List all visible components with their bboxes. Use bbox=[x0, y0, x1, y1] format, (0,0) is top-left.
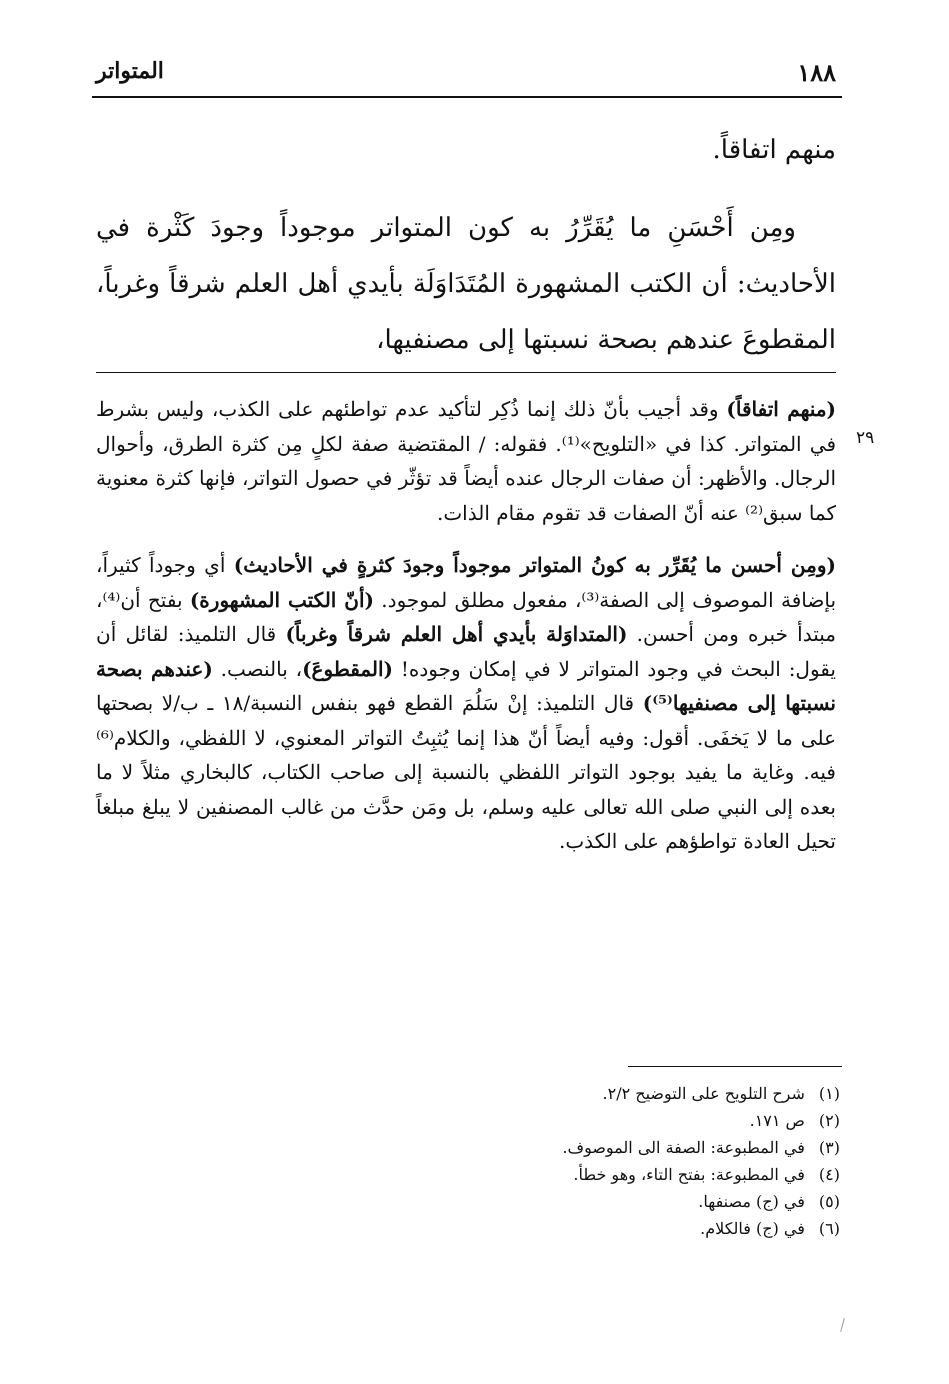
commentary-span: وقد أجيب بأنّ ذلك إنما ذُكِر لتأكيد عدم تواطئهم على الكذب، وليس بشرط في المتواتر. كذا في «التلويح»⁽¹⁾. فقوله: / المقتضية صفة لكلٍ مِن كثرة الطرق، وأحوال الرجال. والأظهر: أن صفات الرجال عنده أيضاً قد تؤثّر في حصول التواتر، فإنها كثرة معنوية كما سبق⁽²⁾ عنه أنّ الصفات قد تقوم مقام الذات. bbox=[96, 397, 837, 525]
quoted-lemma: (منهم اتفاقاً) bbox=[726, 397, 837, 421]
footnote-text: ص ١٧١. bbox=[749, 1111, 805, 1130]
commentary-span: قال التلميذ: لقائل أن يقول: البحث في وجود المتواتر لا في إمكان وجوده! bbox=[96, 622, 836, 681]
margin-folio-marker: ٢٩ bbox=[856, 428, 875, 448]
quoted-lemma: (عندهم بصحة نسبتها إلى مصنفيها⁽⁵⁾) bbox=[96, 656, 836, 715]
commentary-span: قال التلميذ: إنْ سَلُمَ القطع فهو بنفس النسبة/١٨ ـ ب/لا بصحتها على ما لا يَخفَى. أقول: وفيه أيضاً أنّ هذا إنما يُثبِتُ التواتر المعنوي، لا اللفظي، والكلام⁽⁶⁾ فيه. وغاية ما يفيد بوجود التواتر اللفظي بالنسبة إلى صاحب الكتاب، كالبخاري مثلاً لا ما بعده إلى النبي صلى الله تعالى عليه وسلم، بل ومَن حدَّث من غالب المصنفين لا يبلغ مبلغاً تحيل العادة تواطؤهم على الكذب. bbox=[96, 691, 836, 853]
footnote-item bbox=[420, 1215, 840, 1242]
main-text bbox=[96, 122, 836, 368]
footnote-item bbox=[420, 1107, 840, 1134]
quoted-lemma: (المقطوعَ) bbox=[302, 656, 394, 681]
footnote-number: (١) bbox=[818, 1084, 840, 1103]
commentary-paragraph-1 bbox=[96, 392, 836, 530]
footnote-number: (٦) bbox=[818, 1219, 840, 1238]
page-header bbox=[92, 56, 842, 96]
footnote-text: شرح التلويح على التوضيح ٢/٢. bbox=[602, 1084, 805, 1103]
header-rule bbox=[92, 96, 842, 98]
footnote-number: (٤) bbox=[818, 1165, 840, 1184]
commentary-span: بفتح أن⁽⁴⁾، مبتدأ خبره ومن أحسن. bbox=[96, 587, 836, 646]
scan-mark bbox=[840, 1318, 845, 1332]
footnote-number: (٣) bbox=[818, 1138, 840, 1157]
footnote-text: في المطبوعة: الصفة الى الموصوف. bbox=[562, 1138, 805, 1157]
footnote-item bbox=[420, 1161, 840, 1188]
commentary-span: أي وجوداً كثيراً، بإضافة الموصوف إلى الصفة⁽³⁾، مفعول مطلق لموجود. bbox=[96, 553, 837, 612]
quoted-lemma: (أنّ الكتب المشهورة) bbox=[189, 587, 374, 612]
running-title: المتواتر bbox=[96, 58, 164, 84]
quoted-lemma: (ومِن أحسن ما يُقَرِّر به كونُ المتواتر موجوداً وجودَ كثرةٍ في الأحاديث) bbox=[233, 553, 836, 577]
footnote-number: (٢) bbox=[818, 1111, 840, 1130]
commentary-span: ، بالنصب. bbox=[212, 656, 303, 681]
footnotes bbox=[420, 1080, 840, 1242]
quoted-lemma: (المتداوَلة بأيدي أهل العلم شرقاً وغرباً) bbox=[285, 622, 628, 646]
main-paragraph-2: ومِن أَحْسَنِ ما يُقَرِّرُ به كون المتواتر موجوداً وجودَ كَثْرة في الأحاديث: أن الكتب المشهورة المُتَدَاوَلَة بأيدي أهل العلم شرقاً وغرباً، المقطوعَ عندهم بصحة نسبتها إلى مصنفيها، bbox=[96, 213, 836, 355]
footnote-item bbox=[420, 1188, 840, 1215]
footnote-text: في (ج) مصنفها. bbox=[698, 1192, 805, 1211]
main-paragraph-1: منهم اتفاقاً. bbox=[712, 135, 836, 165]
commentary-paragraph-2 bbox=[96, 548, 836, 859]
footnote-item bbox=[420, 1134, 840, 1161]
commentary-text bbox=[96, 392, 836, 859]
footnote-text: في (ج) فالكلام. bbox=[700, 1219, 805, 1238]
footnote-text: في المطبوعة: بفتح التاء، وهو خطأ. bbox=[573, 1165, 805, 1184]
footnote-item bbox=[420, 1080, 840, 1107]
footnote-number: (٥) bbox=[818, 1192, 840, 1211]
footnote-rule bbox=[628, 1066, 842, 1067]
page-number: ١٨٨ bbox=[797, 58, 836, 87]
commentary-separator bbox=[96, 372, 836, 373]
